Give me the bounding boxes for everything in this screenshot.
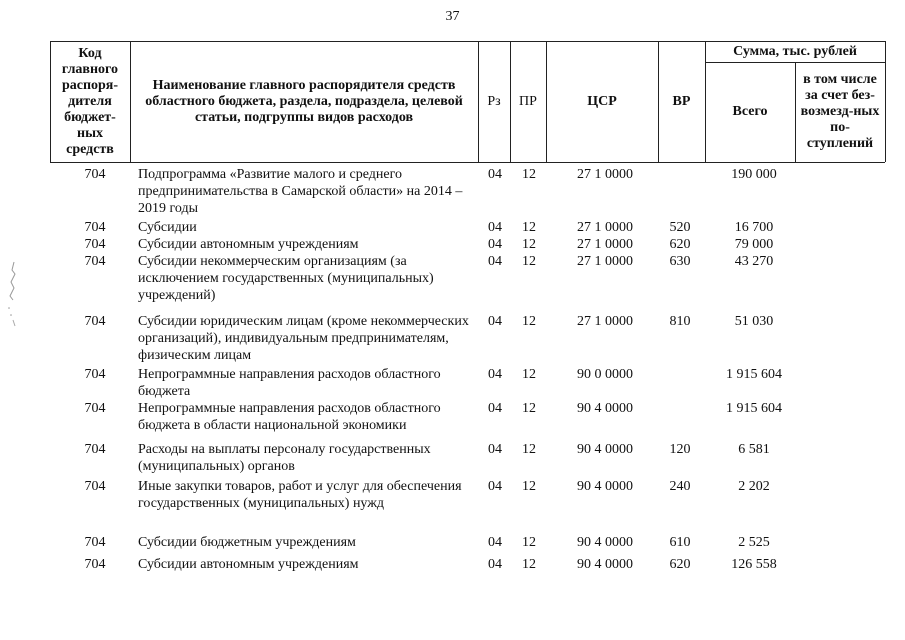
table-row-csr: 90 0 0000 <box>577 367 633 382</box>
table-row-pr: 12 <box>522 401 536 416</box>
header-csr: ЦСР <box>587 93 617 109</box>
header-incl: в том числе за счет без-возмезд-ных по-ступлений <box>800 72 880 151</box>
header-vr: ВР <box>672 93 691 109</box>
table-row-vr: 240 <box>669 479 691 494</box>
table-row-name: Субсидии автономным учреждениям <box>138 237 359 252</box>
table-row-name: Субсидии бюджетным учреждениям <box>138 535 356 550</box>
table-row-pr: 12 <box>522 442 536 457</box>
table-row-total: 126 558 <box>731 557 777 572</box>
table-row-vr: 620 <box>669 557 691 572</box>
table-row-name: Подпрограмма «Развитие малого и среднего предпринимательства в Самарской области» на 2014 – 2019 годы <box>138 167 463 216</box>
table-header <box>50 41 885 162</box>
table-row-kod: 704 <box>84 557 106 572</box>
header-sum: Сумма, тыс. рублей <box>733 43 857 59</box>
table-row-vr: 120 <box>669 442 691 457</box>
table-row-kod: 704 <box>84 237 106 252</box>
table-row-name: Субсидии <box>138 220 197 235</box>
table-row-csr: 90 4 0000 <box>577 557 633 572</box>
page-number: 37 <box>445 9 460 24</box>
table-row-kod: 704 <box>84 442 106 457</box>
header-kod: Код главного распоря-дителя бюджет-ных средств <box>61 45 119 157</box>
table-row-total: 79 000 <box>734 237 774 252</box>
table-row-csr: 90 4 0000 <box>577 442 633 457</box>
table-row-name: Непрограммные направления расходов областного бюджета в области национальной экономики <box>138 401 441 433</box>
table-row-kod: 704 <box>84 220 106 235</box>
table-row-kod: 704 <box>84 367 106 382</box>
table-row-total: 2 525 <box>738 535 770 550</box>
table-row-csr: 27 1 0000 <box>577 167 633 182</box>
table-row-csr: 90 4 0000 <box>577 479 633 494</box>
table-row-name: Непрограммные направления расходов областного бюджета <box>138 367 441 399</box>
table-row-rz: 04 <box>488 314 502 329</box>
table-row-total: 16 700 <box>734 220 774 235</box>
table-row-pr: 12 <box>522 367 536 382</box>
table-row-rz: 04 <box>488 401 502 416</box>
table-row-csr: 27 1 0000 <box>577 220 633 235</box>
table-row-pr: 12 <box>522 254 536 269</box>
table-row-pr: 12 <box>522 314 536 329</box>
table-row-kod: 704 <box>84 479 106 494</box>
table-row-pr: 12 <box>522 479 536 494</box>
table-row-rz: 04 <box>488 535 502 550</box>
table-row-pr: 12 <box>522 237 536 252</box>
table-row-rz: 04 <box>488 237 502 252</box>
table-row-rz: 04 <box>488 479 502 494</box>
header-name: Наименование главного распорядителя средств областного бюджета, раздела, подраздела, целевой статьи, подгруппы видов расходов <box>145 77 463 125</box>
header-pr: ПР <box>519 93 537 109</box>
table-row-name: Субсидии юридическим лицам (кроме некоммерческих организаций), индивидуальным предпринимателям, физическим лицам <box>138 314 469 363</box>
table-row-rz: 04 <box>488 442 502 457</box>
table-row-total: 6 581 <box>738 442 770 457</box>
col-border-right <box>885 41 886 162</box>
table-row-name: Субсидии некоммерческим организациям (за исключением государственных (муниципальных) учреждений) <box>138 254 434 303</box>
table-row-name: Иные закупки товаров, работ и услуг для обеспечения государственных (муниципальных) нужд <box>138 479 462 511</box>
table-row-rz: 04 <box>488 557 502 572</box>
table-row-csr: 27 1 0000 <box>577 314 633 329</box>
table-row-total: 1 915 604 <box>726 367 782 382</box>
scan-artifact-mark <box>5 260 23 330</box>
table-row-kod: 704 <box>84 314 106 329</box>
table-row-total: 43 270 <box>734 254 774 269</box>
table-row-name: Субсидии автономным учреждениям <box>138 557 359 572</box>
table-row-pr: 12 <box>522 220 536 235</box>
table-row-pr: 12 <box>522 167 536 182</box>
header-bottom-border <box>50 162 885 163</box>
table-row-total: 1 915 604 <box>726 401 782 416</box>
table-row-rz: 04 <box>488 220 502 235</box>
table-row-kod: 704 <box>84 535 106 550</box>
table-row-total: 2 202 <box>738 479 770 494</box>
table-row-csr: 27 1 0000 <box>577 237 633 252</box>
table-row-vr: 610 <box>669 535 691 550</box>
table-row-name: Расходы на выплаты персоналу государственных (муниципальных) органов <box>138 442 431 474</box>
table-row-total: 190 000 <box>731 167 777 182</box>
table-row-rz: 04 <box>488 167 502 182</box>
header-rz: Рз <box>487 93 501 109</box>
table-row-kod: 704 <box>84 254 106 269</box>
table-row-vr: 630 <box>669 254 691 269</box>
table-row-rz: 04 <box>488 367 502 382</box>
table-row-csr: 27 1 0000 <box>577 254 633 269</box>
table-row-kod: 704 <box>84 167 106 182</box>
table-row-rz: 04 <box>488 254 502 269</box>
table-row-vr: 620 <box>669 237 691 252</box>
table-row-csr: 90 4 0000 <box>577 535 633 550</box>
table-row-pr: 12 <box>522 557 536 572</box>
table-row-kod: 704 <box>84 401 106 416</box>
table-row-total: 51 030 <box>734 314 774 329</box>
table-row-vr: 810 <box>669 314 691 329</box>
table-row-csr: 90 4 0000 <box>577 401 633 416</box>
header-total: Всего <box>732 104 768 119</box>
table-row-vr: 520 <box>669 220 691 235</box>
table-row-pr: 12 <box>522 535 536 550</box>
